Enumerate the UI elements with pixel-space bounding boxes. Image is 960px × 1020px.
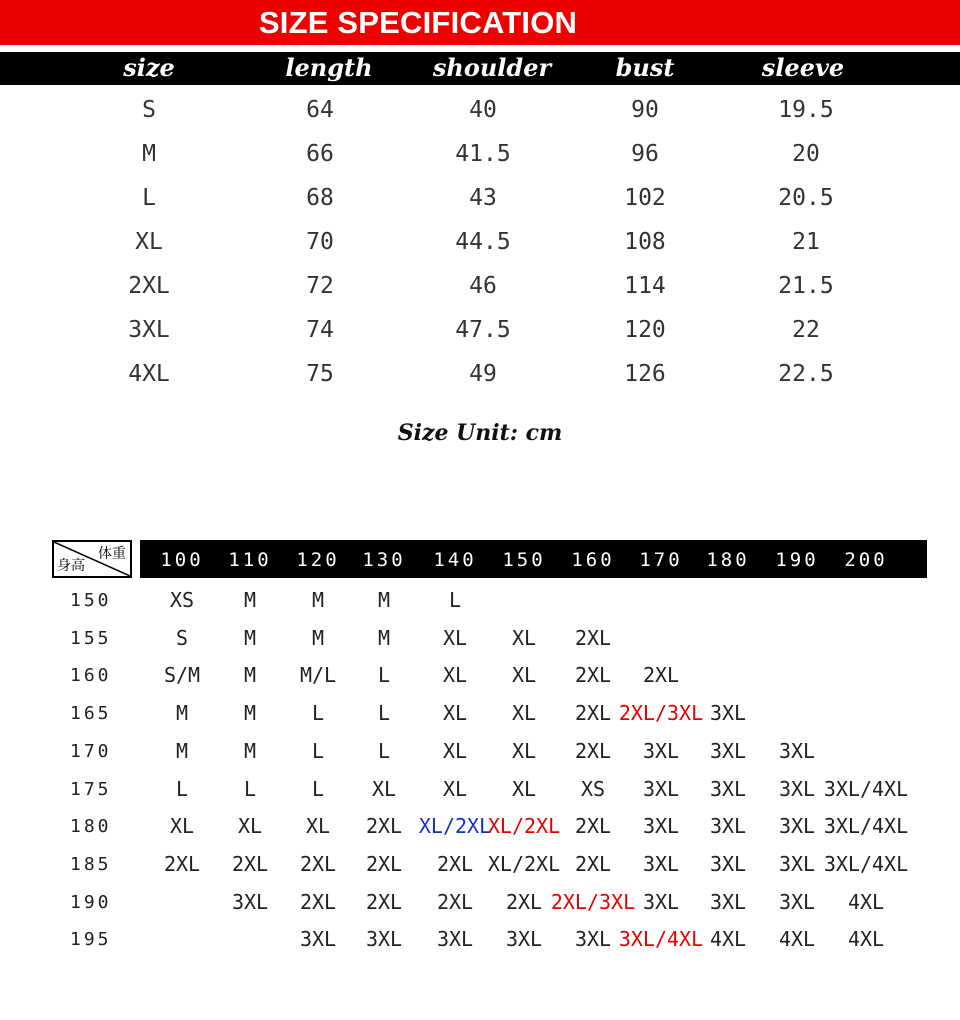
fit-cell: M: [243, 663, 257, 687]
spec-size-label: 3XL: [128, 317, 170, 343]
fit-cell: 3XL: [778, 852, 816, 876]
fit-cell: XL/2XL: [487, 814, 561, 838]
spec-cell: 72: [306, 273, 334, 299]
fit-cell: M: [175, 739, 189, 763]
fit-cell: XL: [511, 701, 537, 725]
fit-cell: 2XL/3XL: [550, 890, 636, 914]
fit-cell: M: [243, 701, 257, 725]
fit-cell: M: [377, 626, 391, 650]
fit-cell: L: [448, 588, 462, 612]
spec-cell: 114: [624, 273, 666, 299]
spec-cell: 68: [306, 185, 334, 211]
fit-cell: XL: [442, 777, 468, 801]
fit-cell: 2XL: [574, 814, 612, 838]
height-label: 身高: [57, 558, 85, 574]
fit-cell: XL: [237, 814, 263, 838]
fit-cell: S/M: [163, 663, 201, 687]
weight-160: 160: [571, 549, 615, 571]
fit-cell: XL/2XL: [418, 814, 492, 838]
fit-cell: 3XL: [574, 927, 612, 951]
fit-cell: 3XL: [709, 739, 747, 763]
fit-cell: XS: [580, 777, 606, 801]
weight-110: 110: [228, 549, 272, 571]
fit-cell: M: [243, 739, 257, 763]
fit-cell: 3XL: [299, 927, 337, 951]
fit-cell: 3XL/4XL: [823, 852, 909, 876]
fit-cell: XS: [169, 588, 195, 612]
spec-cell: 46: [469, 273, 497, 299]
fit-cell: 2XL: [574, 663, 612, 687]
fit-cell: 2XL: [574, 739, 612, 763]
fit-cell: 4XL: [847, 927, 885, 951]
spec-cell: 49: [469, 361, 497, 387]
weight-150: 150: [502, 549, 546, 571]
fit-cell: 3XL: [778, 777, 816, 801]
fit-cell: 3XL/4XL: [823, 777, 909, 801]
height-165: 165: [70, 703, 112, 724]
spec-cell: 21: [792, 229, 820, 255]
spec-size-label: 4XL: [128, 361, 170, 387]
col-sleeve: sleeve: [761, 53, 845, 82]
fit-cell: XL: [511, 626, 537, 650]
col-length: length: [285, 53, 373, 82]
spec-cell: 22.5: [778, 361, 834, 387]
spec-table-header: [0, 52, 960, 85]
spec-size-label: S: [142, 97, 156, 123]
spec-size-label: M: [142, 141, 156, 167]
weight-180: 180: [706, 549, 750, 571]
fit-cell: L: [311, 739, 325, 763]
spec-cell: 20.5: [778, 185, 834, 211]
fit-cell: 2XL: [436, 890, 474, 914]
title-banner: [0, 0, 960, 45]
fit-cell: L: [311, 777, 325, 801]
fit-cell: 2XL: [436, 852, 474, 876]
fit-cell: 2XL: [231, 852, 269, 876]
fit-cell: XL/2XL: [487, 852, 561, 876]
spec-cell: 102: [624, 185, 666, 211]
fit-cell: S: [175, 626, 189, 650]
fit-cell: 2XL: [163, 852, 201, 876]
height-185: 185: [70, 854, 112, 875]
fit-cell: 3XL: [778, 890, 816, 914]
spec-cell: 96: [631, 141, 659, 167]
fit-chart-corner: [52, 540, 132, 578]
fit-cell: 4XL: [709, 927, 747, 951]
weight-100: 100: [160, 549, 204, 571]
fit-cell: 2XL: [574, 626, 612, 650]
spec-cell: 108: [624, 229, 666, 255]
fit-cell: XL: [442, 701, 468, 725]
fit-cell: L: [377, 701, 391, 725]
fit-cell: 3XL: [642, 814, 680, 838]
weight-170: 170: [639, 549, 683, 571]
spec-cell: 41.5: [455, 141, 511, 167]
spec-cell: 19.5: [778, 97, 834, 123]
fit-cell: L: [377, 739, 391, 763]
spec-cell: 20: [792, 141, 820, 167]
fit-cell: 2XL/3XL: [618, 701, 704, 725]
fit-cell: XL: [442, 739, 468, 763]
spec-cell: 43: [469, 185, 497, 211]
page-title: SIZE SPECIFICATION: [258, 5, 578, 40]
fit-cell: L: [311, 701, 325, 725]
spec-cell: 120: [624, 317, 666, 343]
fit-cell: 3XL: [642, 852, 680, 876]
fit-cell: 3XL: [709, 890, 747, 914]
spec-cell: 74: [306, 317, 334, 343]
spec-size-label: 2XL: [128, 273, 170, 299]
fit-cell: 3XL: [231, 890, 269, 914]
height-160: 160: [70, 665, 112, 686]
fit-cell: 4XL: [778, 927, 816, 951]
fit-cell: XL: [169, 814, 195, 838]
spec-cell: 70: [306, 229, 334, 255]
fit-cell: XL: [442, 626, 468, 650]
spec-cell: 90: [631, 97, 659, 123]
fit-cell: M: [377, 588, 391, 612]
fit-cell: 2XL: [574, 852, 612, 876]
height-175: 175: [70, 779, 112, 800]
spec-cell: 75: [306, 361, 334, 387]
weight-200: 200: [844, 549, 888, 571]
fit-cell: 3XL: [505, 927, 543, 951]
fit-cell: 3XL: [709, 701, 747, 725]
col-bust: bust: [615, 53, 675, 82]
fit-cell: L: [175, 777, 189, 801]
fit-cell: 4XL: [847, 890, 885, 914]
fit-cell: 3XL/4XL: [823, 814, 909, 838]
fit-cell: 2XL: [365, 814, 403, 838]
fit-cell: 3XL: [709, 852, 747, 876]
height-195: 195: [70, 929, 112, 950]
fit-cell: M: [175, 701, 189, 725]
fit-cell: 3XL: [709, 777, 747, 801]
fit-cell: M: [311, 626, 325, 650]
fit-cell: M: [243, 588, 257, 612]
spec-cell: 40: [469, 97, 497, 123]
height-155: 155: [70, 628, 112, 649]
fit-cell: 3XL: [778, 814, 816, 838]
fit-cell: XL: [511, 739, 537, 763]
weight-130: 130: [362, 549, 406, 571]
fit-cell: 2XL: [299, 852, 337, 876]
fit-cell: M/L: [299, 663, 337, 687]
fit-cell: 3XL: [778, 739, 816, 763]
fit-cell: XL: [305, 814, 331, 838]
size-unit-note: Size Unit: cm: [397, 420, 563, 446]
fit-cell: 2XL: [299, 890, 337, 914]
height-150: 150: [70, 590, 112, 611]
fit-cell: XL: [511, 777, 537, 801]
fit-cell: 3XL: [642, 777, 680, 801]
spec-size-label: L: [142, 185, 156, 211]
height-180: 180: [70, 816, 112, 837]
fit-cell: 3XL: [365, 927, 403, 951]
col-size: size: [123, 53, 175, 82]
fit-cell: XL: [442, 663, 468, 687]
spec-size-label: XL: [135, 229, 163, 255]
weight-label: 体重: [98, 546, 126, 562]
fit-cell: 3XL: [642, 739, 680, 763]
fit-cell: XL: [511, 663, 537, 687]
spec-cell: 64: [306, 97, 334, 123]
fit-cell: 2XL: [365, 852, 403, 876]
weight-190: 190: [775, 549, 819, 571]
height-170: 170: [70, 741, 112, 762]
fit-cell: M: [311, 588, 325, 612]
fit-cell: L: [243, 777, 257, 801]
weight-120: 120: [296, 549, 340, 571]
spec-cell: 21.5: [778, 273, 834, 299]
weight-140: 140: [433, 549, 477, 571]
fit-cell: 3XL: [436, 927, 474, 951]
fit-cell: XL: [371, 777, 397, 801]
spec-cell: 126: [624, 361, 666, 387]
fit-chart-weight-header: [140, 540, 927, 578]
col-shoulder: shoulder: [432, 53, 552, 82]
spec-cell: 22: [792, 317, 820, 343]
height-190: 190: [70, 892, 112, 913]
fit-cell: 3XL: [642, 890, 680, 914]
spec-cell: 44.5: [455, 229, 511, 255]
fit-cell: L: [377, 663, 391, 687]
spec-cell: 47.5: [455, 317, 511, 343]
fit-cell: 2XL: [642, 663, 680, 687]
fit-cell: M: [243, 626, 257, 650]
fit-cell: 2XL: [365, 890, 403, 914]
fit-cell: 2XL: [574, 701, 612, 725]
spec-cell: 66: [306, 141, 334, 167]
fit-cell: 2XL: [505, 890, 543, 914]
fit-cell: 3XL: [709, 814, 747, 838]
fit-cell: 3XL/4XL: [618, 927, 704, 951]
